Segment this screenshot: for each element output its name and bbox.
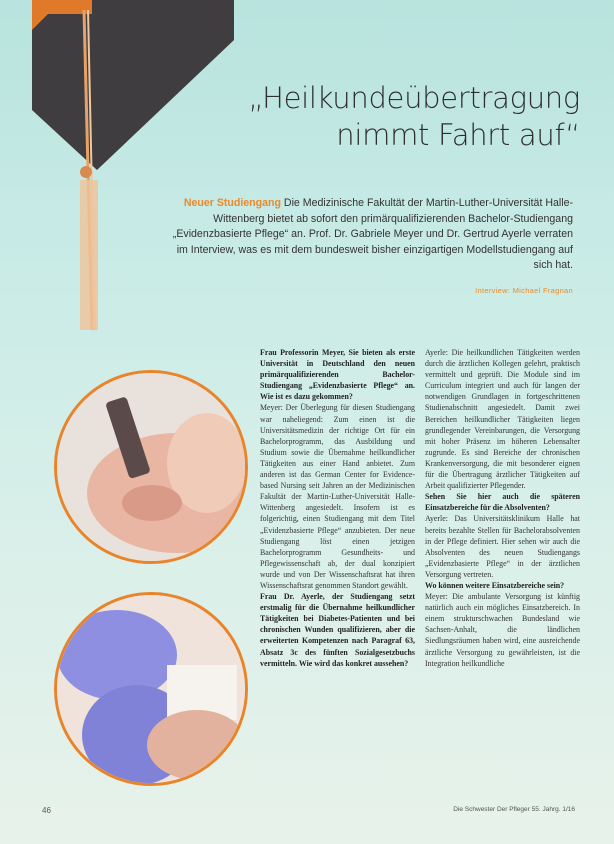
interview-answer: Meyer: Die ambulante Versorgung ist künftig natürlich auch ein mögliches Einsatzbereich. In einem strukturschwachen Bundesland wie Sachsen-Anhalt, die ländlichen Siedlungsräumen haben wird, eine ausreichende ärztliche Versorgung zu gewährleisten, ist die Integration heilkundliche (425, 592, 580, 668)
interview-answer: Ayerle: Die heilkundlichen Tätigkeiten werden durch die ärztlichen Kollegen gelehrt, praktisch vermittelt und geprüft. Die Module sind im Curriculum integriert und auch für langen der notwendigen Grundlagen in fortgeschrittenen Studienabschnitt angesiedelt. Damit zwei Bereichen heilkundlicher Tätigkeiten liegen grundlegender Vereinbarungen, die Versorgung mit hoher Präsenz im höheren Lebensalter zugrunde. Es sind Bereiche der chronischen Krankenversorgung, die mit besonderer eignen für die Übertragung ärztlicher Tätigkeiten auf Arbeit qualifizierter Pflegender. (425, 348, 580, 491)
page-number: 46 (42, 806, 51, 815)
lead-text: Die Medizinische Fakultät der Martin-Luther-Universität Halle-Wittenberg bietet ab sofort den primärqualifizierenden Bachelor-Studiengang „Evidenzbasierte Pflege“ an. Prof. Dr. Gabriele Meyer und Dr. Gertrud Ayerle verraten im Interview, was es mit dem bundesweit bisher einzigartigen Modellstudiengang auf sich hat. (172, 197, 573, 272)
lead-kicker: Neuer Studiengang (183, 197, 281, 209)
page-footer: Die Schwester Der Pfleger 55. Jahrg. 1/16 (453, 806, 575, 813)
graduation-cap-illustration (22, 0, 234, 340)
article-column-1 (260, 347, 415, 669)
interview-question: Sehen Sie hier auch die späteren Einsatzbereiche für die Absolventen? (425, 492, 580, 513)
interview-answer: Ayerle: Das Universitätsklinikum Halle hat bereits bezahlte Stellen für Bachelorabsolventen in der Pflege definiert. Hier sehen wir auch die Absolventen des neuen Studiengangs „Evidenzbasierte Pflege“ in der ärztlichen Versorgung vertreten. (425, 514, 580, 579)
title-line-2: nimmt Fahrt auf“ (336, 118, 580, 152)
photo-insulin-pen (54, 370, 248, 564)
interview-answer: Meyer: Der Überlegung für diesen Studiengang war naheliegend: Zum einen ist die Universitätsmedizin der richtige Ort für ein Bachelorprogramm, das Ausbildung und Studium sowie die Übernahme heilkundlicher Tätigkeiten aus einer Hand anbietet. Zum anderen ist das German Center for Evidence-based Nursing seit Jahren an der Medizinischen Fakultät der Martin-Luther-Universität Halle-Wittenberg angesiedelt. Insofern ist es folgerichtig, einen Studiengang mit dem Titel „Evidenzbasierte Pflege“ anzubieten. Der neue Studiengang löst einen jetzigen Bachelorprogramm Gesundheits- und Pflegewissenschaft ab, der dual konzipiert wurde und von Der Wissenschaftsrat hat ihren Wissenschaftsrat genommen Standort gewählt. (260, 403, 415, 590)
article-column-2 (425, 347, 580, 669)
interview-question: Wo können weitere Einsatzbereiche sein? (425, 580, 565, 590)
photo-wound-care (54, 592, 248, 786)
interview-question: Frau Dr. Ayerle, der Studiengang setzt erstmalig für die Übernahme heilkundlicher Tätigkeiten bei Diabetes-Patienten und bei chronischen Wunden qualifizieren, aber die erweiterten Kompetenzen nach Paragraf 63, Absatz 3c des fünften Sozialgesetzbuchs vermitteln. Wie wird das konkret aussehen? (260, 592, 415, 668)
title-line-1: „Heilkundeübertragung (248, 81, 580, 115)
lead-paragraph (168, 196, 573, 274)
byline: Interview: Michael Fragnan (475, 286, 573, 295)
article-title (150, 80, 580, 154)
interview-question: Frau Professorin Meyer, Sie bieten als erste Universität in Deutschland den neuen primärqualifizierenden Bachelor-Studiengang „Evidenzbasierte Pflege“ an. Wie ist es dazu gekommen? (260, 348, 415, 402)
